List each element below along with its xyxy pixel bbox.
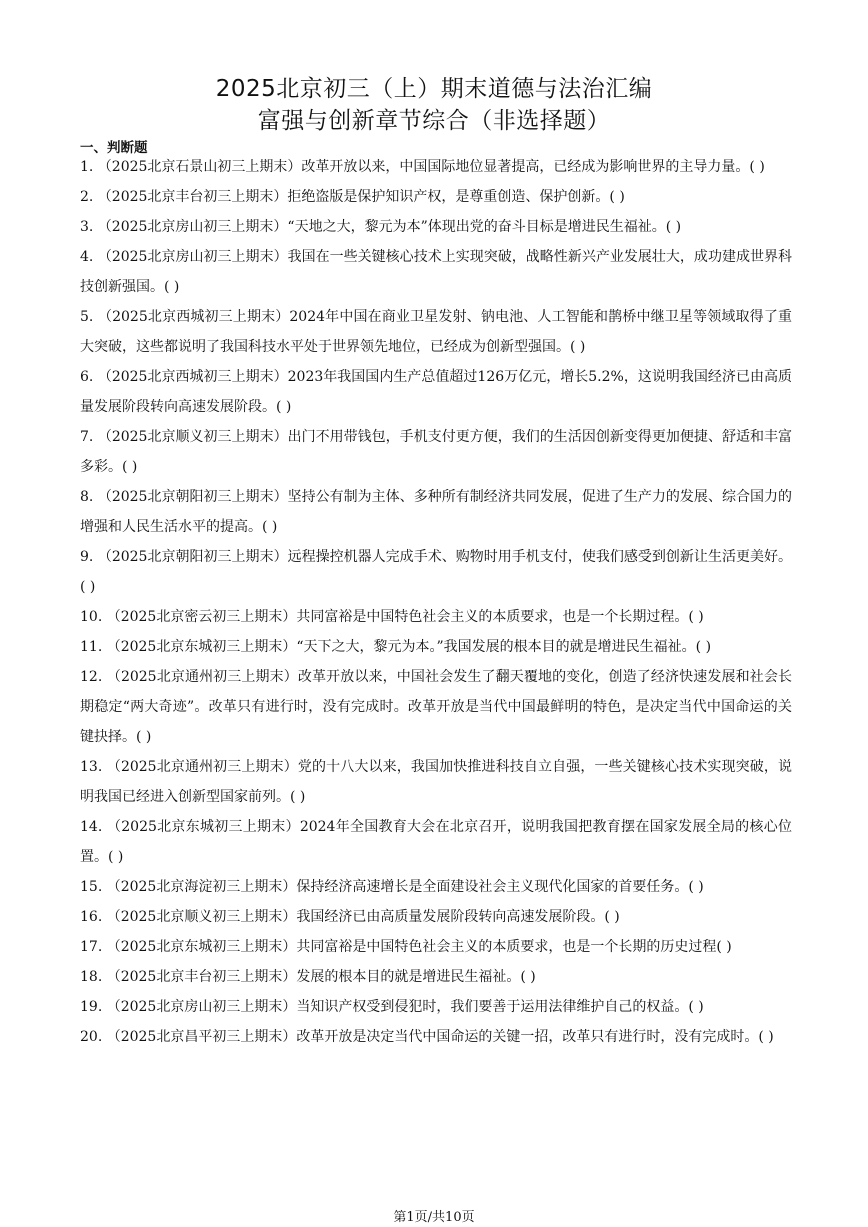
question-item: 10. （2025北京密云初三上期末）共同富裕是中国特色社会主义的本质要求，也是一个长期过程。( ) (80, 609, 704, 625)
question-item: 1. （2025北京石景山初三上期末）改革开放以来，中国国际地位显著提高，已经成为影响世界的主导力量。( ) (80, 159, 765, 175)
document-subtitle: 富强与创新章节综合（非选择题） (257, 108, 611, 134)
question-item: 16. （2025北京顺义初三上期末）我国经济已由高质量发展阶段转向高速发展阶段。( ) (80, 909, 620, 925)
question-item: 19. （2025北京房山初三上期末）当知识产权受到侵犯时，我们要善于运用法律维护自己的权益。( ) (80, 999, 704, 1015)
page-number: 第1页/共10页 (393, 1210, 475, 1225)
question-item: 11. （2025北京东城初三上期末）“天下之大，黎元为本。”我国发展的根本目的就是增进民生福祉。( ) (80, 639, 712, 655)
document-title: 2025北京初三（上）期末道德与法治汇编 (215, 76, 653, 102)
question-item: 9. （2025北京朝阳初三上期末）远程操控机器人完成手术、购物时用手机支付，使我们感受到创新让生活更美好。( ) (80, 549, 792, 595)
question-item: 14. （2025北京东城初三上期末）2024年全国教育大会在北京召开，说明我国把教育摆在国家发展全局的核心位置。( ) (80, 819, 792, 865)
section-heading: 一、判断题 (80, 140, 148, 156)
question-item: 12. （2025北京通州初三上期末）改革开放以来，中国社会发生了翻天覆地的变化，创造了经济快速发展和社会长期稳定“两大奇迹”。改革只有进行时，没有完成时。改革开放是当代中国最鲜明的特色，是决定当代中国命运的关键抉择。( ) (80, 669, 792, 745)
question-item: 2. （2025北京丰台初三上期末）拒绝盗版是保护知识产权，是尊重创造、保护创新。( ) (80, 189, 625, 205)
question-item: 17. （2025北京东城初三上期末）共同富裕是中国特色社会主义的本质要求，也是一个长期的历史过程( ) (80, 939, 732, 955)
question-item: 5. （2025北京西城初三上期末）2024年中国在商业卫星发射、钠电池、人工智能和鹊桥中继卫星等领域取得了重大突破，这些都说明了我国科技水平处于世界领先地位，已经成为创新型强国。( ) (80, 309, 792, 355)
question-item: 3. （2025北京房山初三上期末）“天地之大，黎元为本”体现出党的奋斗目标是增进民生福祉。( ) (80, 219, 682, 235)
question-item: 4. （2025北京房山初三上期末）我国在一些关键核心技术上实现突破，战略性新兴产业发展壮大，成功建成世界科技创新强国。( ) (80, 249, 792, 295)
question-item: 13. （2025北京通州初三上期末）党的十八大以来，我国加快推进科技自立自强，一些关键核心技术实现突破，说明我国已经进入创新型国家前列。( ) (80, 759, 792, 805)
question-item: 6. （2025北京西城初三上期末）2023年我国国内生产总值超过126万亿元，增长5.2%，这说明我国经济已由高质量发展阶段转向高速发展阶段。( ) (80, 369, 792, 415)
question-list (80, 152, 792, 1052)
question-item: 8. （2025北京朝阳初三上期末）坚持公有制为主体、多种所有制经济共同发展，促进了生产力的发展、综合国力的增强和人民生活水平的提高。( ) (80, 489, 792, 535)
question-item: 15. （2025北京海淀初三上期末）保持经济高速增长是全面建设社会主义现代化国家的首要任务。( ) (80, 879, 704, 895)
question-item: 7. （2025北京顺义初三上期末）出门不用带钱包，手机支付更方便，我们的生活因创新变得更加便捷、舒适和丰富多彩。( ) (80, 429, 792, 475)
question-item: 20. （2025北京昌平初三上期末）改革开放是决定当代中国命运的关键一招，改革只有进行时，没有完成时。( ) (80, 1029, 774, 1045)
question-item: 18. （2025北京丰台初三上期末）发展的根本目的就是增进民生福祉。( ) (80, 969, 536, 985)
